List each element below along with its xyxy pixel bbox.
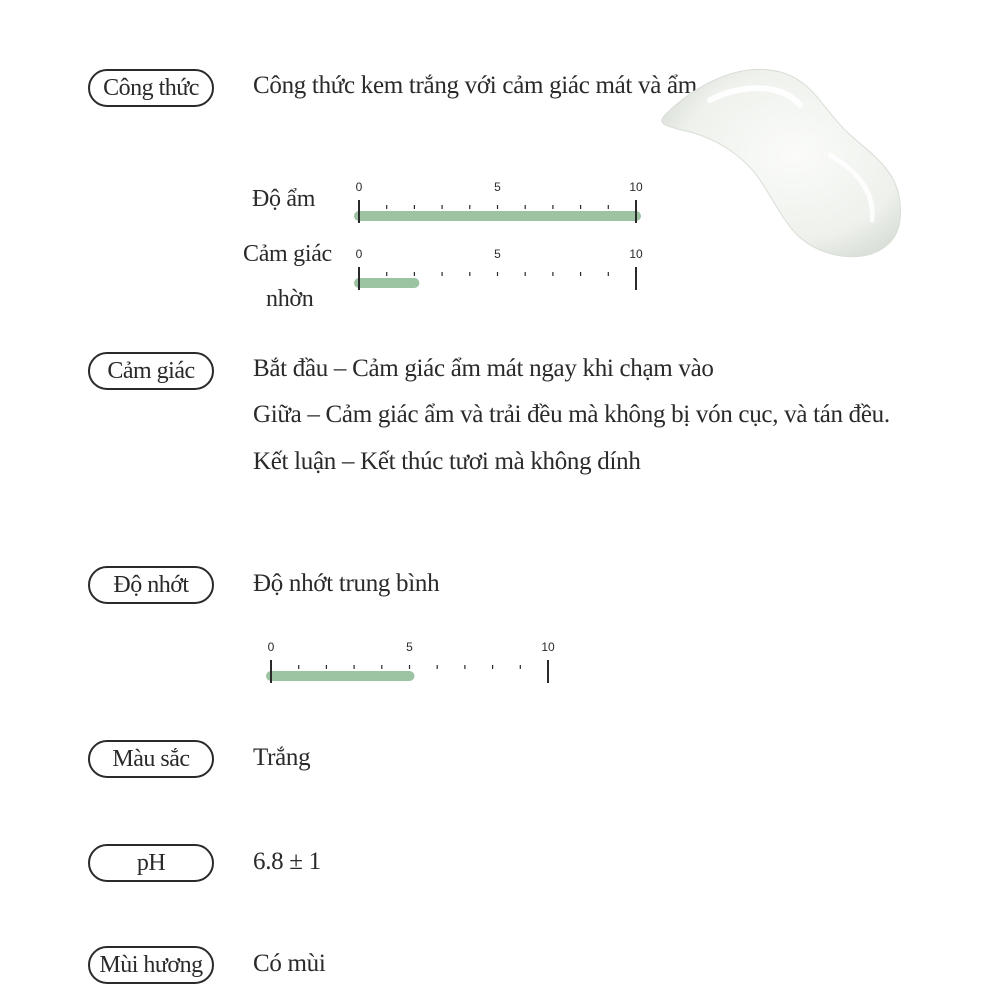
ph-label: pH <box>136 849 166 876</box>
oily-scale-svg <box>348 243 645 293</box>
moisture-tick-label-0: 0 <box>355 180 363 194</box>
moisture-tick-label-5: 5 <box>494 180 501 194</box>
viscosity-label-pill <box>88 566 214 604</box>
oily-tick-label-5: 5 <box>494 247 501 261</box>
scent-text: Có mùi <box>253 950 326 977</box>
viscosity-label: Độ nhớt <box>113 571 189 598</box>
scent-label: Mùi hương <box>99 951 203 978</box>
feel-label-pill <box>88 352 214 390</box>
oily-scale <box>348 243 648 293</box>
viscosity-text: Độ nhớt trung bình <box>253 570 440 597</box>
viscosity-scale <box>260 636 560 686</box>
cream-swatch-image <box>650 60 910 270</box>
ph-text: 6.8 ± 1 <box>253 848 321 875</box>
color-text: Trắng <box>253 744 311 771</box>
moisture-tick-label-10: 10 <box>629 180 643 194</box>
oily-tick-label-0: 0 <box>355 247 363 261</box>
viscosity-tick-label-10: 10 <box>541 640 555 654</box>
viscosity-tick-label-0: 0 <box>267 640 275 654</box>
oily-scale-label-line1: Cảm giác <box>243 241 332 267</box>
viscosity-tick-label-5: 5 <box>406 640 413 654</box>
formula-text: Công thức kem trắng với cảm giác mát và ẩm <box>253 72 697 99</box>
feel-line-middle: Giữa – Cảm giác ẩm và trải đều mà không bị vón cục, và tán đều. <box>253 401 890 428</box>
formula-label-pill <box>88 69 214 107</box>
color-label-pill <box>88 740 214 778</box>
oily-scale-label-line2: nhờn <box>266 286 314 312</box>
feel-line-end: Kết luận – Kết thúc tươi mà không dính <box>253 448 641 475</box>
moisture-scale-label: Độ ẩm <box>252 186 316 212</box>
moisture-scale-svg <box>348 176 645 226</box>
ph-label-pill <box>88 844 214 882</box>
color-label: Màu sắc <box>112 745 190 772</box>
oily-tick-label-10: 10 <box>629 247 643 261</box>
formula-label: Công thức <box>103 74 199 101</box>
feel-label: Cảm giác <box>107 357 195 384</box>
feel-line-start: Bắt đầu – Cảm giác ẩm mát ngay khi chạm vào <box>253 355 714 382</box>
scent-label-pill <box>88 946 214 984</box>
moisture-scale <box>348 176 648 226</box>
viscosity-scale-svg <box>260 636 557 686</box>
